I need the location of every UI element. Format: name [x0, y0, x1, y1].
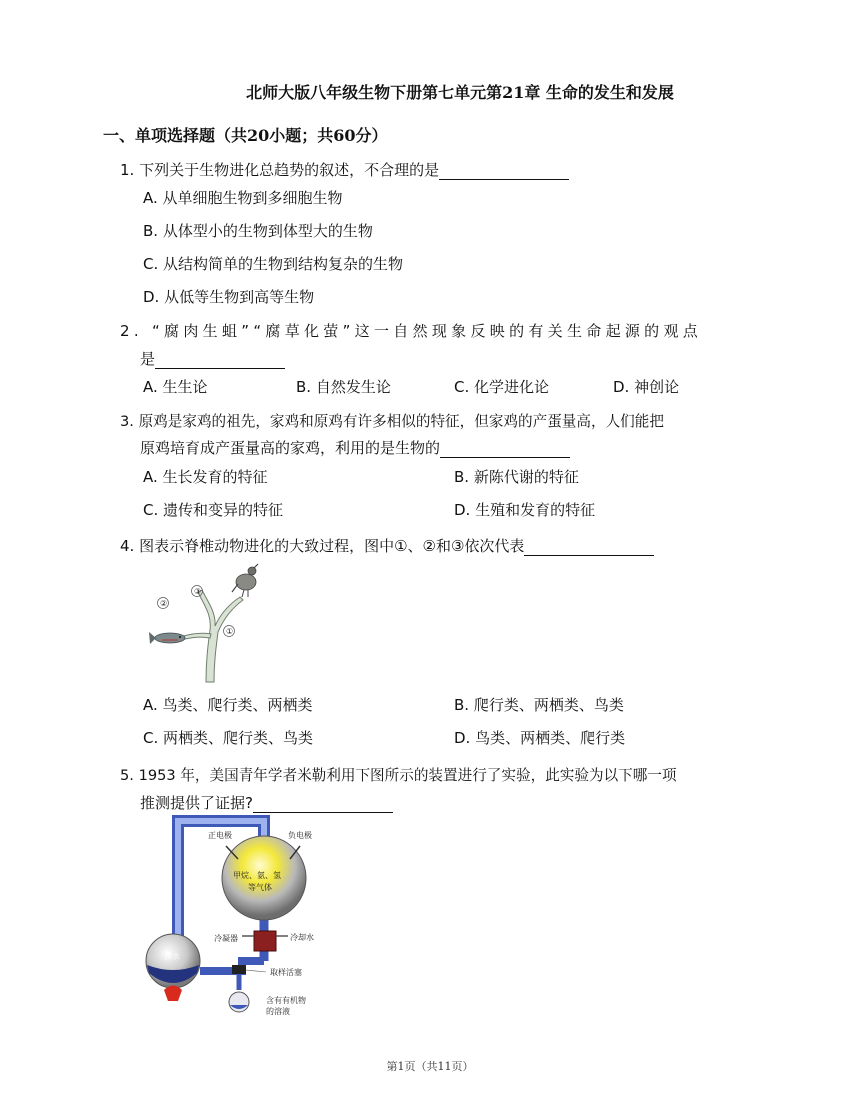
- q4-option-d: D. 鸟类、两栖类、爬行类: [454, 729, 626, 747]
- answer-blank[interactable]: [155, 352, 285, 369]
- bird-icon: [232, 564, 258, 597]
- question-2-stem: 2. “腐肉生蛆”“腐草化萤”这一自然现象反映的有关生命起源的观点: [120, 322, 703, 340]
- answer-blank[interactable]: [524, 539, 654, 556]
- label-cooling-water: 冷却水: [290, 933, 314, 942]
- question-4-stem: 4. 图表示脊椎动物进化的大致过程，图中①、②和③依次代表: [120, 535, 654, 556]
- q3-option-d: D. 生殖和发育的特征: [454, 501, 596, 519]
- q2-option-a: A. 生生论: [143, 378, 208, 396]
- label-gases: 甲烷、氨、氢: [233, 871, 281, 880]
- label-condenser: 冷凝器: [214, 934, 238, 943]
- miller-experiment-apparatus: [138, 813, 363, 1028]
- vertebrate-evolution-figure: [148, 560, 273, 685]
- fish-icon: [149, 632, 185, 644]
- q1-option-a: A. 从单细胞生物到多细胞生物: [143, 189, 343, 207]
- question-2-stem-cont: 是: [140, 348, 285, 369]
- q4-option-b: B. 爬行类、两栖类、鸟类: [454, 696, 624, 714]
- page-footer: 第1页（共11页）: [386, 1060, 474, 1073]
- q1-option-b: B. 从体型小的生物到体型大的生物: [143, 222, 373, 240]
- q4-option-c: C. 两栖类、爬行类、鸟类: [143, 729, 314, 747]
- q2-option-b: B. 自然发生论: [296, 378, 391, 396]
- question-5-stem-cont: 推测提供了证据?: [140, 792, 393, 813]
- answer-blank[interactable]: [439, 163, 569, 180]
- q4-option-a: A. 鸟类、爬行类、两栖类: [143, 696, 313, 714]
- figure-label-3: ③: [194, 587, 202, 596]
- figure-label-2: ②: [160, 599, 168, 608]
- question-5-stem: 5. 1953 年，美国青年学者米勒利用下图所示的装置进行了实验，此实验为以下哪一项: [120, 767, 677, 784]
- page-title: 北师大版八年级生物下册第七单元第21章 生命的发生和发展: [246, 83, 674, 102]
- label-boiling-water: 沸水: [164, 952, 180, 961]
- figure-label-1: ①: [226, 627, 234, 636]
- q3-option-a: A. 生长发育的特征: [143, 468, 268, 486]
- q1-option-d: D. 从低等生物到高等生物: [143, 288, 315, 306]
- section-heading: 一、单项选择题（共20小题；共60分）: [103, 126, 388, 145]
- q3-option-c: C. 遗传和变异的特征: [143, 501, 284, 519]
- q1-option-c: C. 从结构简单的生物到结构复杂的生物: [143, 255, 404, 273]
- answer-blank[interactable]: [440, 441, 570, 458]
- label-solution-cont: 的溶液: [266, 1007, 290, 1016]
- label-negative-electrode: 负电极: [288, 831, 312, 840]
- q2-option-d: D. 神创论: [613, 378, 680, 396]
- question-3-stem-cont: 原鸡培育成产蛋量高的家鸡，利用的是生物的: [140, 437, 570, 458]
- question-1-stem: 1. 下列关于生物进化总趋势的叙述，不合理的是: [120, 159, 569, 180]
- q2-option-c: C. 化学进化论: [454, 378, 550, 396]
- answer-blank[interactable]: [253, 796, 393, 813]
- q3-option-b: B. 新陈代谢的特征: [454, 468, 579, 486]
- question-3-stem: 3. 原鸡是家鸡的祖先，家鸡和原鸡有许多相似的特征，但家鸡的产蛋量高，人们能把: [120, 413, 664, 430]
- label-positive-electrode: 正电极: [208, 831, 232, 840]
- label-sampling-valve: 取样活塞: [270, 968, 302, 977]
- label-solution: 含有有机物: [266, 996, 306, 1005]
- label-gases-cont: 等气体: [248, 883, 272, 892]
